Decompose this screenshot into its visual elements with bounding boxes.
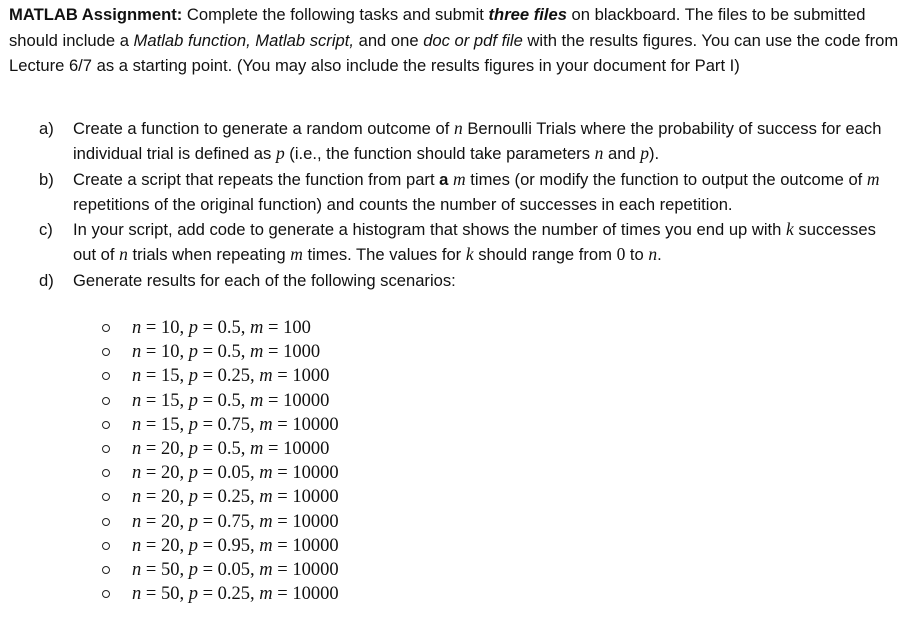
task-item [39, 167, 889, 218]
intro-text-4: with the results figures. You can use the code from Lecture 6/7 as a starting point. (You may also include the results figures in your document for Part I) [9, 30, 899, 75]
math-variable: m [866, 168, 880, 189]
operator: , [179, 463, 189, 484]
operator: , [179, 342, 189, 363]
parameter-value: 1000 [292, 366, 330, 387]
task-text [73, 217, 889, 268]
operator: = [141, 414, 161, 435]
operator: = [197, 342, 218, 363]
math-variable: n [119, 244, 128, 265]
math-variable: n [648, 244, 658, 265]
variable-symbol: p [188, 414, 198, 435]
parameter-value: 0.25 [217, 584, 250, 605]
scenario-equation [132, 413, 339, 437]
operator: = [141, 438, 161, 459]
variable-symbol: m [259, 535, 273, 556]
parameter-value: 0.05 [217, 463, 250, 484]
variable-symbol: n [132, 318, 142, 338]
operator: = [272, 535, 293, 556]
variable-symbol: m [259, 559, 273, 580]
operator: , [179, 511, 189, 532]
intro-paragraph [9, 2, 904, 79]
operator: , [250, 414, 260, 435]
hollow-bullet-icon [102, 493, 110, 501]
variable-symbol: p [188, 318, 198, 338]
scenario-list [102, 316, 339, 606]
operator: = [141, 511, 161, 532]
task-text [73, 268, 889, 293]
variable-symbol: m [250, 390, 264, 411]
task-item [39, 116, 889, 167]
operator: , [240, 318, 250, 338]
parameter-value: 10 [160, 342, 180, 363]
variable-symbol: m [250, 438, 264, 459]
task-text [73, 167, 889, 218]
scenario-equation [132, 485, 339, 509]
scenario-equation [132, 582, 339, 606]
operator: , [250, 584, 260, 605]
operator: , [240, 342, 250, 363]
operator: = [197, 366, 218, 387]
parameter-value: 15 [160, 366, 180, 387]
variable-symbol: m [250, 318, 264, 338]
hollow-bullet-icon [102, 469, 110, 477]
operator: , [250, 366, 260, 387]
operator: = [141, 535, 161, 556]
variable-symbol: m [259, 414, 273, 435]
three-files-emphasis: three files [488, 5, 567, 24]
parameter-value: 10000 [292, 535, 339, 556]
parameter-value: 10000 [292, 487, 339, 508]
parameter-value: 15 [160, 390, 180, 411]
operator: , [179, 318, 189, 338]
parameter-value: 20 [160, 487, 180, 508]
task-text-segment: should range from [473, 245, 617, 265]
parameter-value: 15 [160, 414, 180, 435]
parameter-value: 20 [160, 535, 180, 556]
variable-symbol: n [132, 342, 142, 363]
parameter-value: 10000 [292, 511, 339, 532]
scenario-item [102, 461, 339, 485]
parameter-value: 20 [160, 463, 180, 484]
scenario-item [102, 534, 339, 558]
parameter-value: 0.75 [217, 414, 250, 435]
operator: , [250, 559, 260, 580]
assignment-label: MATLAB Assignment: [9, 5, 183, 24]
operator: = [272, 559, 293, 580]
task-text-segment: . [657, 245, 662, 265]
operator: , [179, 584, 189, 605]
scenario-equation [132, 558, 339, 582]
scenario-item [102, 582, 339, 606]
scenario-equation [132, 316, 311, 340]
intro-text-1: Complete the following tasks and submit [182, 5, 489, 24]
parameter-value: 20 [160, 511, 180, 532]
parameter-value: 10000 [292, 559, 339, 580]
operator: = [141, 366, 161, 387]
scenario-equation [132, 340, 320, 364]
variable-symbol: p [188, 342, 198, 363]
file-types-emphasis: Matlab function, Matlab script, [133, 30, 354, 50]
task-text-segment: to [625, 245, 649, 265]
scenario-item [102, 316, 339, 340]
variable-symbol: n [132, 366, 142, 387]
scenario-equation [132, 389, 329, 413]
operator: = [197, 414, 218, 435]
hollow-bullet-icon [102, 421, 110, 429]
variable-symbol: n [132, 438, 142, 459]
operator: , [179, 366, 189, 387]
parameter-value: 0.25 [217, 487, 250, 508]
intro-text-3: and one [353, 30, 424, 50]
operator: , [240, 438, 250, 459]
operator: = [197, 390, 218, 411]
variable-symbol: m [259, 463, 273, 484]
math-variable: k [465, 244, 474, 265]
parameter-value: 20 [160, 438, 180, 459]
hollow-bullet-icon [102, 372, 110, 380]
variable-symbol: n [132, 414, 142, 435]
task-text-segment: trials when repeating [127, 245, 291, 265]
scenario-equation [132, 461, 339, 485]
variable-symbol: p [188, 584, 198, 605]
task-text-segment: In your script, add code to generate a histogram that shows the number of times you end up with [73, 220, 787, 240]
task-text-segment: times. The values for [302, 245, 466, 265]
bold-text: a [439, 169, 449, 189]
variable-symbol: p [188, 535, 198, 556]
operator: , [179, 438, 189, 459]
task-label: a) [39, 119, 54, 138]
variable-symbol: p [188, 559, 198, 580]
task-text-segment: Generate results for each of the following scenarios: [73, 270, 456, 290]
operator: = [263, 318, 284, 338]
scenario-item [102, 485, 339, 509]
operator: = [141, 487, 161, 508]
operator: , [250, 535, 260, 556]
operator: , [179, 414, 189, 435]
hollow-bullet-icon [102, 590, 110, 598]
variable-symbol: p [188, 438, 198, 459]
operator: = [197, 463, 218, 484]
task-text-segment: ). [649, 144, 660, 164]
operator: = [263, 438, 284, 459]
parameter-value: 0.5 [217, 318, 241, 338]
variable-symbol: p [188, 511, 198, 532]
operator: = [197, 487, 218, 508]
operator: , [179, 487, 189, 508]
operator: = [197, 318, 218, 338]
scenario-equation [132, 364, 329, 388]
task-text-segment: successes out of [73, 220, 876, 265]
math-variable: n [453, 118, 463, 138]
math-variable: p [275, 143, 285, 164]
scenario-equation [132, 437, 329, 461]
variable-symbol: p [188, 390, 198, 411]
variable-symbol: n [132, 559, 142, 580]
parameter-value: 100 [283, 318, 311, 338]
operator: = [141, 390, 161, 411]
scenario-item [102, 437, 339, 461]
variable-symbol: n [132, 584, 142, 605]
task-text-segment: Create a function to generate a random outcome of [73, 119, 454, 138]
operator: , [250, 463, 260, 484]
hollow-bullet-icon [102, 397, 110, 405]
variable-symbol: n [132, 487, 142, 508]
variable-symbol: n [132, 463, 142, 484]
operator: = [272, 366, 293, 387]
parameter-value: 1000 [283, 342, 321, 363]
math-variable: 0 [616, 244, 626, 265]
variable-symbol: n [132, 390, 142, 411]
operator: , [179, 559, 189, 580]
task-text-segment: Create a script that repeats the function from part [73, 169, 440, 189]
operator: = [272, 511, 293, 532]
operator: = [141, 342, 161, 363]
operator: = [197, 584, 218, 605]
parameter-value: 0.75 [217, 511, 250, 532]
operator: , [179, 390, 189, 411]
parameter-value: 50 [160, 584, 180, 605]
scenario-item [102, 510, 339, 534]
variable-symbol: m [250, 342, 264, 363]
variable-symbol: n [132, 535, 142, 556]
hollow-bullet-icon [102, 324, 110, 332]
hollow-bullet-icon [102, 518, 110, 526]
operator: , [250, 487, 260, 508]
variable-symbol: m [259, 487, 273, 508]
scenario-equation [132, 510, 339, 534]
operator: = [197, 438, 218, 459]
operator: , [179, 535, 189, 556]
parameter-value: 10 [160, 318, 180, 338]
variable-symbol: p [188, 366, 198, 387]
parameter-value: 10000 [283, 390, 330, 411]
task-label: b) [39, 169, 54, 189]
task-list [39, 116, 889, 293]
math-variable: p [640, 143, 650, 164]
parameter-value: 10000 [292, 463, 339, 484]
operator: = [141, 463, 161, 484]
variable-symbol: m [259, 584, 273, 605]
operator: = [141, 318, 161, 338]
parameter-value: 10000 [292, 584, 339, 605]
variable-symbol: p [188, 487, 198, 508]
scenario-item [102, 364, 339, 388]
task-label: c) [39, 220, 53, 240]
variable-symbol: m [259, 511, 273, 532]
task-text-segment: and [603, 144, 641, 164]
math-variable: n [594, 143, 604, 164]
parameter-value: 10000 [283, 438, 330, 459]
operator: = [263, 342, 284, 363]
operator: = [197, 511, 218, 532]
task-item [39, 217, 889, 268]
math-variable: m [290, 244, 303, 265]
parameter-value: 0.05 [217, 559, 250, 580]
math-variable: m [453, 168, 466, 189]
task-label: d) [39, 270, 54, 290]
parameter-value: 0.25 [217, 366, 250, 387]
variable-symbol: n [132, 511, 142, 532]
hollow-bullet-icon [102, 542, 110, 550]
parameter-value: 0.5 [217, 390, 241, 411]
doc-pdf-emphasis: doc or pdf file [423, 30, 523, 50]
operator: = [141, 584, 161, 605]
scenario-item [102, 340, 339, 364]
task-text-segment: times (or modify the function to output the outcome of [465, 169, 867, 189]
operator: = [141, 559, 161, 580]
task-text [73, 116, 889, 167]
parameter-value: 50 [160, 559, 180, 580]
scenario-item [102, 558, 339, 582]
variable-symbol: m [259, 366, 273, 387]
intro-text-2: on blackboard. The files to be submitted should include a [9, 5, 866, 50]
task-item [39, 268, 889, 293]
hollow-bullet-icon [102, 348, 110, 356]
operator: , [250, 511, 260, 532]
parameter-value: 0.5 [217, 438, 241, 459]
task-text-segment: (i.e., the function should take parameters [284, 144, 595, 164]
scenario-item [102, 389, 339, 413]
parameter-value: 0.95 [217, 535, 250, 556]
operator: = [197, 535, 218, 556]
task-text-segment: repetitions of the original function) and counts the number of successes in each repetition. [73, 194, 733, 214]
variable-symbol: p [188, 463, 198, 484]
math-variable: k [786, 219, 794, 240]
parameter-value: 0.5 [217, 342, 241, 363]
operator: = [272, 463, 293, 484]
operator: = [272, 487, 293, 508]
hollow-bullet-icon [102, 566, 110, 574]
operator: = [263, 390, 284, 411]
scenario-equation [132, 534, 339, 558]
operator: = [272, 584, 293, 605]
operator: , [240, 390, 250, 411]
operator: = [272, 414, 293, 435]
parameter-value: 10000 [292, 414, 339, 435]
task-text-segment: Bernoulli Trials where the probability of success for each individual trial is defined as [73, 119, 882, 164]
operator: = [197, 559, 218, 580]
hollow-bullet-icon [102, 445, 110, 453]
scenario-item [102, 413, 339, 437]
